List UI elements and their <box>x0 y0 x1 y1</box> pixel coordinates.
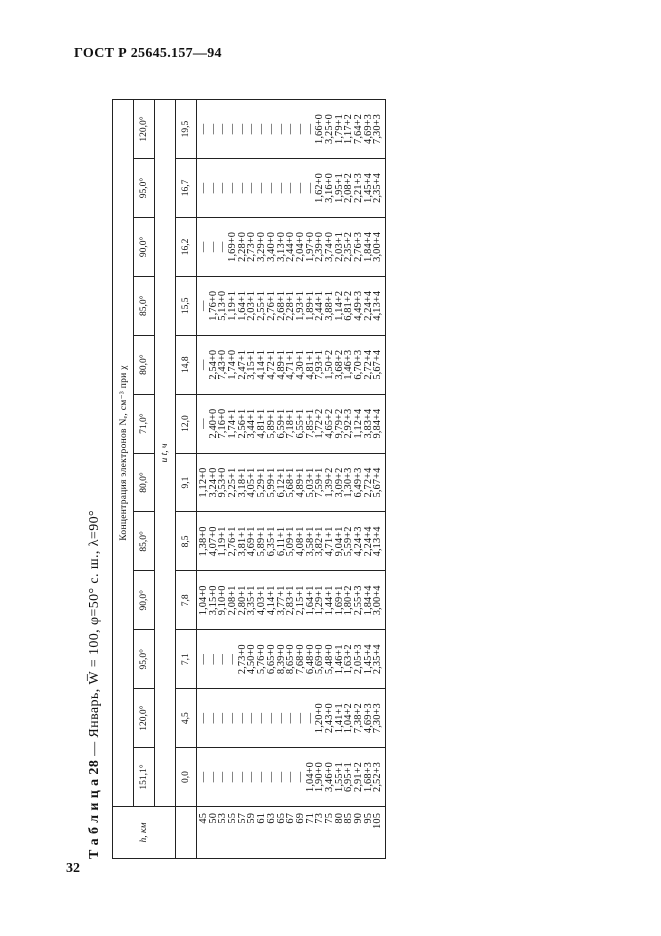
concentration-value: 5,48+0 <box>323 644 335 675</box>
concentration-value: 1,20+0 <box>314 703 326 734</box>
chi-header-cell: 95,0° <box>134 159 155 218</box>
concentration-value: 2,80+1 <box>236 585 248 616</box>
concentration-value: 1,19+1 <box>227 290 239 321</box>
concentration-value: 1,38+0 <box>198 526 209 557</box>
concentration-value: 4,89+1 <box>275 349 287 380</box>
concentration-value: 6,11+1 <box>275 526 287 557</box>
page-number: 32 <box>66 861 80 876</box>
concentration-value: 6,49+3 <box>353 467 364 498</box>
concentration-value: — <box>217 712 229 724</box>
concentration-value: 3,18+1 <box>236 467 248 498</box>
concentration-value: — <box>285 771 297 783</box>
height-value: 65 <box>275 813 287 824</box>
concentration-value: 3,00+4 <box>372 585 384 616</box>
concentration-value: 2,72+4 <box>362 349 374 380</box>
concentration-values-cell <box>197 453 386 512</box>
concentration-value: 4,89+1 <box>294 467 306 498</box>
height-value: 71 <box>304 813 316 824</box>
concentration-value: 2,15+1 <box>294 585 306 616</box>
concentration-values-cell <box>197 689 386 748</box>
concentration-value: 2,05+3 <box>353 644 364 675</box>
concentration-value: — <box>227 771 239 783</box>
concentration-value: — <box>256 771 268 783</box>
concentration-values-cell <box>197 394 386 453</box>
concentration-value: 4,30+1 <box>294 349 306 380</box>
concentration-value: — <box>217 182 229 194</box>
concentration-value: 1,68+3 <box>362 762 374 792</box>
concentration-value: 2,72+4 <box>362 467 374 498</box>
concentration-value: — <box>217 771 229 783</box>
concentration-value: 5,09+1 <box>285 526 297 557</box>
concentration-value: 5,89+1 <box>256 526 268 557</box>
concentration-value: 1,50+2 <box>323 349 335 380</box>
concentration-value: 1,84+4 <box>362 231 374 262</box>
concentration-value: 1,29+1 <box>314 585 326 616</box>
concentration-value: 4,13+4 <box>372 526 384 557</box>
chi-header-cell: 71,0° <box>134 394 155 453</box>
concentration-value: 2,44+0 <box>285 231 297 262</box>
concentration-value: — <box>198 359 209 370</box>
concentration-value: 2,54+0 <box>207 349 219 380</box>
concentration-value: — <box>236 771 248 783</box>
concentration-value: 4,49+3 <box>353 290 364 321</box>
concentration-value: 3,74+0 <box>323 231 335 262</box>
concentration-value: 9,79+2 <box>333 408 345 439</box>
height-value: 69 <box>294 813 306 824</box>
concentration-value: 8,65+0 <box>285 644 297 675</box>
time-header-cell: 7,8 <box>176 571 197 630</box>
concentration-value: 2,24+4 <box>362 290 374 321</box>
concentration-value: 1,12+0 <box>198 467 209 498</box>
table-caption-text: — Январь, W̅ = 100, φ=50° с. ш., λ=90° <box>87 510 102 760</box>
concentration-value: 3,81+1 <box>236 526 248 557</box>
concentration-value: — <box>246 771 258 783</box>
concentration-value: — <box>198 418 209 429</box>
concentration-value: 7,68+0 <box>294 644 306 675</box>
concentration-value: 4,69+1 <box>246 526 258 557</box>
concentration-value: — <box>207 241 219 253</box>
concentration-value: 9,84+4 <box>372 408 384 439</box>
concentration-value: 6,48+0 <box>304 644 316 675</box>
concentration-value: 3,44+1 <box>246 408 258 439</box>
concentration-values-cell <box>197 630 386 689</box>
concentration-value: 7,59+1 <box>314 467 326 498</box>
concentration-value: — <box>265 182 277 194</box>
concentration-value: 8,39+0 <box>275 644 287 675</box>
concentration-value: 2,44+1 <box>314 290 326 321</box>
concentration-value: — <box>236 123 248 135</box>
time-header-cell: 4,5 <box>176 689 197 748</box>
concentration-value: 2,39+0 <box>314 231 326 262</box>
concentration-value: — <box>256 182 268 194</box>
concentration-value: 2,73+0 <box>246 231 258 262</box>
chi-header-cell: 120,0° <box>134 100 155 159</box>
concentration-value: 1,80+2 <box>343 585 355 616</box>
concentration-value: 1,64+1 <box>304 585 316 616</box>
concentration-value: — <box>265 771 277 783</box>
concentration-value: 1,17+2 <box>343 114 355 144</box>
concentration-value: 7,30+3 <box>372 114 384 144</box>
concentration-value: 3,40+0 <box>265 231 277 262</box>
concentration-value: 2,25+1 <box>227 467 239 498</box>
concentration-value: 1,90+0 <box>314 762 326 792</box>
concentration-value: 2,28+1 <box>285 290 297 321</box>
concentration-value: 1,89+1 <box>304 290 316 321</box>
concentration-value: 1,30+3 <box>343 467 355 498</box>
concentration-value: 6,59+1 <box>275 408 287 439</box>
chi-header-cell: 90,0° <box>134 571 155 630</box>
concentration-value: 2,08+2 <box>343 173 355 203</box>
concentration-value: — <box>207 123 219 135</box>
concentration-value: 2,52+3 <box>372 762 384 792</box>
concentration-value: — <box>246 182 258 194</box>
height-value: 50 <box>207 813 219 824</box>
document-header: ГОСТ Р 25645.157—94 <box>74 46 222 61</box>
concentration-value: 1,63+2 <box>343 644 355 675</box>
concentration-value: 4,65+2 <box>323 408 335 439</box>
concentration-value: — <box>294 771 306 783</box>
concentration-value: 5,59+2 <box>343 526 355 557</box>
concentration-value: 7,38+2 <box>353 703 364 734</box>
concentration-value: — <box>285 712 297 724</box>
concentration-value: 4,81+1 <box>256 408 268 439</box>
concentration-value: — <box>198 300 209 312</box>
corner-cell <box>176 807 197 859</box>
chi-header-cell: 85,0° <box>134 276 155 335</box>
concentration-value: 5,76+0 <box>256 644 268 675</box>
concentration-values-cell <box>197 276 386 335</box>
concentration-value: 7,18+1 <box>285 408 297 439</box>
height-value: 63 <box>265 813 277 824</box>
time-header-cell: 0,0 <box>176 748 197 807</box>
concentration-value: — <box>198 653 209 665</box>
concentration-value: 6,35+1 <box>265 526 277 557</box>
concentration-values-cell <box>197 100 386 159</box>
concentration-value: 1,74+1 <box>227 408 239 439</box>
concentration-value: 6,95+1 <box>343 762 355 792</box>
concentration-value: 5,99+1 <box>265 467 277 498</box>
concentration-value: — <box>236 712 248 724</box>
data-table <box>112 99 386 859</box>
height-value: 95 <box>362 813 374 824</box>
concentration-value: 1,62+0 <box>314 173 326 203</box>
concentration-value: 9,10+0 <box>217 585 229 616</box>
concentration-values-cell <box>197 571 386 630</box>
concentration-value: — <box>275 123 287 135</box>
concentration-value: — <box>285 182 297 194</box>
concentration-value: 2,21+3 <box>353 173 364 203</box>
concentration-value: 2,40+0 <box>207 408 219 439</box>
concentration-value: 2,55+1 <box>256 290 268 321</box>
concentration-value: 2,76+1 <box>265 290 277 321</box>
concentration-value: — <box>246 123 258 135</box>
concentration-value: 2,76+3 <box>353 231 364 262</box>
concentration-value: 1,93+1 <box>294 290 306 321</box>
concentration-value: 2,76+1 <box>227 526 239 557</box>
time-header-cell: 7,1 <box>176 630 197 689</box>
concentration-value: 4,24+3 <box>353 526 364 557</box>
concentration-value: 2,35+2 <box>343 231 355 262</box>
chi-header-row <box>134 100 155 859</box>
concentration-value: 4,71+1 <box>285 349 297 380</box>
concentration-value: 6,12+1 <box>275 467 287 498</box>
concentration-value: 1,76+0 <box>207 290 219 321</box>
concentration-value: 2,91+2 <box>353 762 364 792</box>
time-header-cell: 12,0 <box>176 394 197 453</box>
concentration-value: 5,69+0 <box>314 644 326 675</box>
chi-header-cell: 151,1° <box>134 748 155 807</box>
concentration-value: 1,69+1 <box>333 585 345 616</box>
concentration-value: 2,28+0 <box>236 231 248 262</box>
concentration-value: 4,07+0 <box>207 526 219 557</box>
chi-header-cell: 80,0° <box>134 335 155 394</box>
concentration-value: — <box>198 771 209 783</box>
concentration-value: 2,08+1 <box>227 585 239 616</box>
concentration-value: 2,43+0 <box>323 703 335 734</box>
concentration-header: Концентрация электронов Nₑ, см⁻³ при χ <box>113 100 134 807</box>
concentration-value: — <box>275 771 287 783</box>
concentration-value: 3,09+2 <box>333 467 345 498</box>
concentration-value: — <box>246 712 258 724</box>
concentration-values-cell <box>197 512 386 571</box>
concentration-value: 3,82+1 <box>314 526 326 557</box>
concentration-value: 4,69+3 <box>362 703 374 734</box>
concentration-value: 2,04+0 <box>294 231 306 262</box>
concentration-value: 1,69+0 <box>227 231 239 262</box>
concentration-value: — <box>207 182 219 194</box>
concentration-value: — <box>207 653 219 665</box>
concentration-value: 3,88+1 <box>323 290 335 321</box>
concentration-value: 6,70+3 <box>353 349 364 380</box>
concentration-value: 6,81+2 <box>343 290 355 321</box>
concentration-value: 4,50+0 <box>246 644 258 675</box>
chi-header-cell: 80,0° <box>134 453 155 512</box>
concentration-value: 1,74+0 <box>227 349 239 380</box>
rotated-table-block <box>82 99 502 859</box>
concentration-value: 5,67+4 <box>372 467 384 498</box>
height-column-header: h, км <box>113 807 176 859</box>
concentration-value: 2,03+1 <box>246 290 258 321</box>
concentration-value: 4,71+1 <box>323 526 335 557</box>
concentration-value: 1,04+0 <box>198 585 209 616</box>
concentration-value: 2,68+1 <box>275 290 287 321</box>
concentration-value: 3,83+4 <box>362 408 374 439</box>
concentration-value: 4,13+4 <box>372 290 384 321</box>
chi-header-cell: 90,0° <box>134 217 155 276</box>
height-value: 55 <box>227 813 239 824</box>
concentration-value: — <box>227 182 239 194</box>
concentration-value: 5,03+1 <box>304 467 316 498</box>
height-value: 53 <box>217 813 229 824</box>
concentration-value: 3,29+0 <box>256 231 268 262</box>
concentration-value: 2,83+1 <box>285 585 297 616</box>
concentration-value: 2,56+1 <box>236 408 248 439</box>
concentration-value: 5,67+4 <box>372 349 384 380</box>
height-value: 45 <box>198 813 209 824</box>
time-header-row <box>176 100 197 859</box>
concentration-value: 1,84+4 <box>362 585 374 616</box>
concentration-value: — <box>207 771 219 783</box>
concentration-value: 1,39+2 <box>323 467 335 498</box>
concentration-value: — <box>294 182 306 194</box>
concentration-value: 2,92+3 <box>343 408 355 439</box>
concentration-value: — <box>217 241 229 253</box>
concentration-value: 1,14+2 <box>333 290 345 321</box>
height-value: 80 <box>333 813 345 824</box>
concentration-value: 1,45+4 <box>362 644 374 675</box>
concentration-value: — <box>217 653 229 665</box>
concentration-value: — <box>236 182 248 194</box>
concentration-value: — <box>275 182 287 194</box>
concentration-value: 4,14+1 <box>265 585 277 616</box>
concentration-value: 5,68+1 <box>285 467 297 498</box>
height-value: 57 <box>236 813 248 824</box>
concentration-value: 6,55+1 <box>294 408 306 439</box>
concentration-value: 1,79+1 <box>333 114 345 144</box>
chi-header-cell: 95,0° <box>134 630 155 689</box>
concentration-value: 1,41+1 <box>333 703 345 734</box>
concentration-value: — <box>285 123 297 135</box>
concentration-value: — <box>294 123 306 135</box>
concentration-value: 3,15+1 <box>246 349 258 380</box>
concentration-value: 1,46+3 <box>343 349 355 380</box>
time-header-cell: 9,1 <box>176 453 197 512</box>
concentration-value: 4,08+1 <box>294 526 306 557</box>
concentration-value: 1,95+1 <box>333 173 345 203</box>
height-value: 85 <box>343 813 355 824</box>
concentration-value: 5,29+1 <box>256 467 268 498</box>
concentration-value: 3,35+1 <box>246 585 258 616</box>
chi-header-cell: 120,0° <box>134 689 155 748</box>
concentration-value: — <box>198 123 209 135</box>
concentration-value: 2,35+4 <box>372 173 384 203</box>
height-value: 61 <box>256 813 268 824</box>
concentration-value: — <box>304 712 316 724</box>
concentration-value: 4,05+1 <box>246 467 258 498</box>
time-header-cell: 15,5 <box>176 276 197 335</box>
concentration-value: 1,64+1 <box>236 290 248 321</box>
concentration-value: 3,68+2 <box>333 349 345 380</box>
height-value: 75 <box>323 813 335 824</box>
concentration-value: 1,72+2 <box>314 408 326 439</box>
concentration-value: 9,04+1 <box>333 526 345 557</box>
concentration-value: — <box>227 653 239 665</box>
concentration-value: 7,85+1 <box>304 408 316 439</box>
concentration-value: 3,13+0 <box>275 231 287 262</box>
concentration-value: 2,24+4 <box>362 526 374 557</box>
time-header-cell: 8,5 <box>176 512 197 571</box>
concentration-value: 3,16+0 <box>323 173 335 203</box>
height-value: 90 <box>353 813 364 824</box>
concentration-values-cell <box>197 217 386 276</box>
concentration-value: 3,00+4 <box>372 231 384 262</box>
table-caption <box>82 99 108 859</box>
time-header-cell: 16,7 <box>176 159 197 218</box>
concentration-value: — <box>227 123 239 135</box>
concentration-value: 3,15+0 <box>207 585 219 616</box>
concentration-value: 1,04+0 <box>304 762 316 792</box>
concentration-value: 4,81+1 <box>304 349 316 380</box>
concentration-value: — <box>198 712 209 724</box>
concentration-value: — <box>198 241 209 253</box>
concentration-value: 1,55+1 <box>333 762 345 792</box>
concentration-value: — <box>265 712 277 724</box>
chi-header-cell: 85,0° <box>134 512 155 571</box>
height-value: 105 <box>372 813 384 829</box>
concentration-value: 1,19+1 <box>217 526 229 557</box>
time-header-cell: 14,8 <box>176 335 197 394</box>
concentration-value: 3,77+1 <box>275 585 287 616</box>
time-header: и t, ч <box>155 100 176 807</box>
time-header-cell: 19,5 <box>176 100 197 159</box>
concentration-value: 3,58+1 <box>304 526 316 557</box>
concentration-value: 7,93+1 <box>314 349 326 380</box>
concentration-value: — <box>198 182 209 194</box>
concentration-value: 2,55+3 <box>353 585 364 616</box>
concentration-value: 7,64+2 <box>353 114 364 144</box>
concentration-value: 2,03+1 <box>333 231 345 262</box>
concentration-value: 7,30+3 <box>372 703 384 734</box>
concentration-value: 1,66+0 <box>314 114 326 144</box>
concentration-value: 3,24+0 <box>207 467 219 498</box>
concentration-value: 2,73+0 <box>236 644 248 675</box>
concentration-value: 4,72+1 <box>265 349 277 380</box>
concentration-value: 5,13+0 <box>217 290 229 321</box>
concentration-value: 2,35+4 <box>372 644 384 675</box>
concentration-value: 3,25+0 <box>323 114 335 144</box>
concentration-value: 3,46+0 <box>323 762 335 792</box>
concentration-value: — <box>294 712 306 724</box>
concentration-value: 7,43+0 <box>217 349 229 380</box>
concentration-value: 2,47+1 <box>236 349 248 380</box>
concentration-value: — <box>304 123 316 135</box>
concentration-values-cell <box>197 159 386 218</box>
concentration-value: 1,44+1 <box>323 585 335 616</box>
time-header-cell: 16,2 <box>176 217 197 276</box>
concentration-value: 4,03+1 <box>256 585 268 616</box>
concentration-value: — <box>217 123 229 135</box>
height-value: 59 <box>246 813 258 824</box>
table-label: Т а б л и ц а 28 <box>87 759 102 859</box>
concentration-value: 4,69+3 <box>362 114 374 144</box>
table-body-row <box>197 100 386 859</box>
concentration-value: 6,65+0 <box>265 644 277 675</box>
concentration-value: — <box>304 182 316 194</box>
concentration-value: 9,53+0 <box>217 467 229 498</box>
concentration-value: 7,16+0 <box>217 408 229 439</box>
height-value: 73 <box>314 813 326 824</box>
concentration-value: — <box>275 712 287 724</box>
height-value: 67 <box>285 813 297 824</box>
concentration-value: — <box>256 712 268 724</box>
concentration-values-cell <box>197 335 386 394</box>
concentration-values-cell <box>197 748 386 807</box>
concentration-value: 1,12+4 <box>353 408 364 439</box>
concentration-value: 5,89+1 <box>265 408 277 439</box>
concentration-value: — <box>256 123 268 135</box>
concentration-value: — <box>265 123 277 135</box>
concentration-value: 1,46+1 <box>333 644 345 675</box>
concentration-value: 1,45+4 <box>362 173 374 203</box>
concentration-value: 1,97+0 <box>304 231 316 262</box>
concentration-value: — <box>207 712 219 724</box>
concentration-value: 1,04+2 <box>343 703 355 734</box>
height-values-cell <box>197 807 386 859</box>
concentration-value: — <box>227 712 239 724</box>
concentration-value: 4,14+1 <box>256 349 268 380</box>
